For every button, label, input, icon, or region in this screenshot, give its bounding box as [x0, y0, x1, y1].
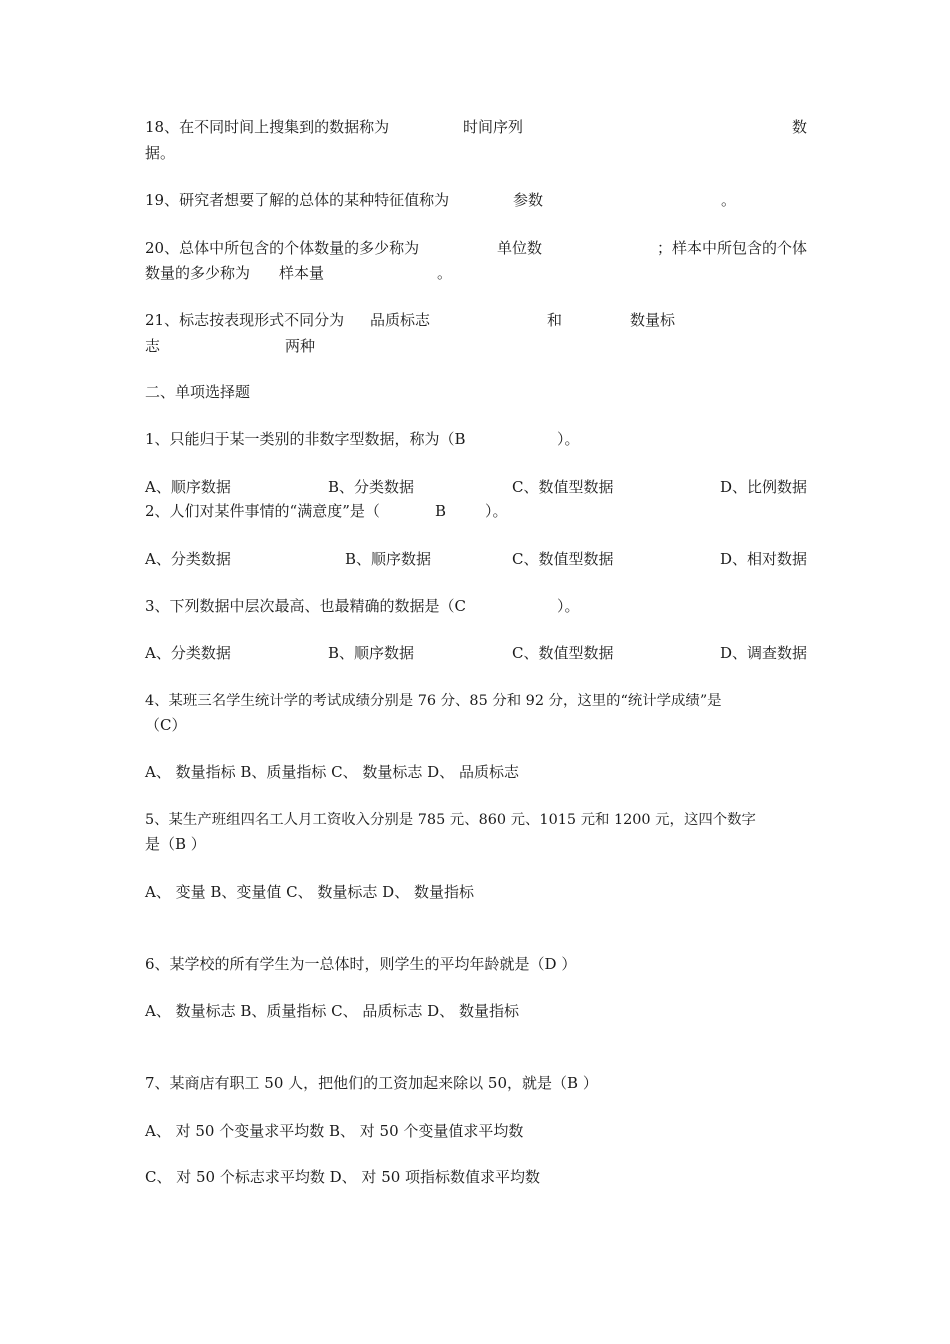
- mc6-options: A、 数量标志 B、质量指标 C、 品质标志 D、 数量指标: [145, 1002, 519, 1020]
- q20-answer2: 样本量: [279, 264, 325, 282]
- q19-end: 。: [721, 191, 737, 209]
- q18-line2: [145, 142, 807, 164]
- q20-mid: ；样本中所包含的个体: [656, 239, 807, 257]
- mc2-opt-d: D、相对数据: [719, 550, 807, 568]
- mc1-q-end: ）。: [557, 430, 580, 448]
- mc3-question: [145, 595, 807, 617]
- mc1-options: [145, 476, 807, 498]
- mc3-opt-b: B、顺序数据: [328, 644, 415, 662]
- mc7-options-line2: C、 对 50 个标志求平均数 D、 对 50 项指标数值求平均数: [145, 1168, 541, 1186]
- q20-line1: [145, 237, 807, 259]
- mc3-q-end: ）。: [557, 597, 580, 615]
- q19-line: [145, 189, 807, 211]
- mc3-q-text: 3、下列数据中层次最高、也最精确的数据是（C: [145, 597, 467, 615]
- q18-text: 18、在不同时间上搜集到的数据称为: [145, 118, 390, 136]
- q21-tail: 两种: [285, 337, 316, 355]
- mc1-q-text: 1、只能归于某一类别的非数字型数据，称为（B: [145, 430, 466, 448]
- mc4-question-line1: 4、某班三名学生统计学的考试成绩分别是 76 分、85 分和 92 分，这里的“统计学成绩”是: [145, 693, 722, 709]
- mc4-question-line2: （C）: [145, 716, 187, 734]
- mc5-options: A、 变量 B、变量值 C、 数量标志 D、 数量指标: [145, 883, 474, 901]
- q18-line1: [145, 116, 807, 138]
- q21-answer2: 数量标: [630, 311, 676, 329]
- q21-answer2-wrap: 志: [145, 337, 161, 355]
- mc2-q-end: ）。: [485, 502, 508, 520]
- q21-text: 21、标志按表现形式不同分为: [145, 311, 345, 329]
- mc2-opt-c: C、数值型数据: [512, 550, 614, 568]
- q20-text: 20、总体中所包含的个体数量的多少称为: [145, 239, 420, 257]
- mc4-options: A、 数量指标 B、质量指标 C、 数量标志 D、 品质标志: [145, 763, 519, 781]
- mc2-opt-b: B、顺序数据: [345, 550, 432, 568]
- mc3-opt-d: D、调查数据: [719, 644, 807, 662]
- mc2-options: [145, 548, 807, 570]
- mc3-opt-c: C、数值型数据: [512, 644, 614, 662]
- q18-answer: 时间序列: [463, 118, 524, 136]
- q18-wrap: 据。: [145, 144, 176, 162]
- mc6-question: 6、某学校的所有学生为一总体时，则学生的平均年龄就是（D ）: [145, 955, 577, 973]
- mc1-opt-c: C、数值型数据: [512, 478, 614, 496]
- q18-tail: 数: [791, 118, 807, 136]
- q21-and: 和: [547, 311, 563, 329]
- mc1-question: [145, 428, 807, 450]
- q19-answer: 参数: [513, 191, 544, 209]
- mc1-opt-a: A、顺序数据: [145, 478, 231, 496]
- mc5-question-line2: 是（B ）: [145, 835, 206, 853]
- q20-line2-text: 数量的多少称为: [145, 264, 251, 282]
- mc1-opt-d: D、比例数据: [719, 478, 807, 496]
- mc2-q-text: 2、人们对某件事情的“满意度”是（: [145, 502, 380, 520]
- mc7-question: 7、某商店有职工 50 人，把他们的工资加起来除以 50，就是（B ）: [145, 1074, 598, 1092]
- mc2-ans: B: [435, 502, 447, 520]
- q21-answer1: 品质标志: [370, 311, 431, 329]
- q20-line2: [145, 262, 807, 284]
- mc1-opt-b: B、分类数据: [328, 478, 415, 496]
- mc5-question-line1: 5、某生产班组四名工人月工资收入分别是 785 元、860 元、1015 元和 1200 元，这四个数字: [145, 812, 756, 828]
- mc3-opt-a: A、分类数据: [145, 644, 231, 662]
- mc2-opt-a: A、分类数据: [145, 550, 231, 568]
- section-title: 二、单项选择题: [145, 383, 251, 401]
- q21-line2: [145, 335, 807, 357]
- q19-text: 19、研究者想要了解的总体的某种特征值称为: [145, 191, 450, 209]
- mc7-options-line1: A、 对 50 个变量求平均数 B、 对 50 个变量值求平均数: [145, 1122, 524, 1140]
- mc3-options: [145, 642, 807, 664]
- q21-line1: [145, 309, 807, 331]
- q20-answer1: 单位数: [497, 239, 543, 257]
- q20-end: 。: [437, 264, 453, 282]
- mc2-question: [145, 500, 807, 522]
